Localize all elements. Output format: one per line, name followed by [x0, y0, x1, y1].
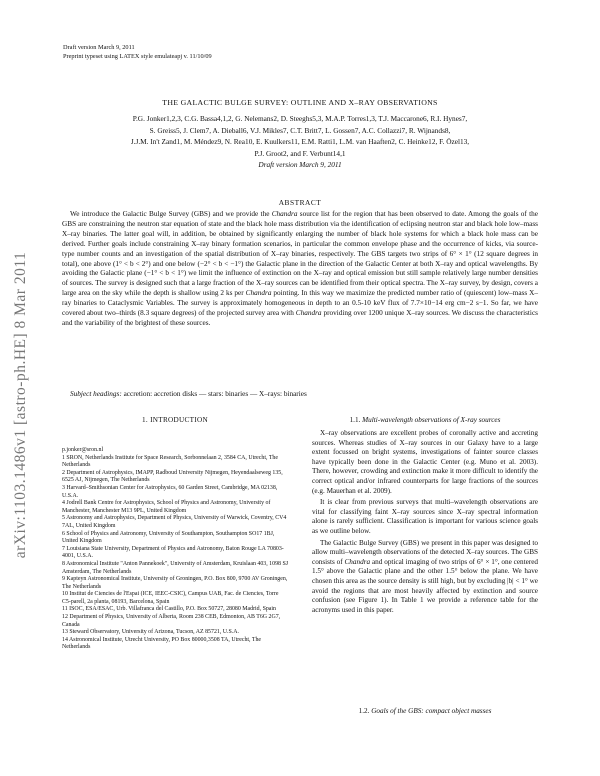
preprint-note: Preprint typeset using LATEX style emulateapj v. 11/10/09: [63, 52, 212, 60]
paper-title: THE GALACTIC BULGE SURVEY: OUTLINE AND X–RAY OBSERVATIONS: [162, 98, 438, 107]
preprint-header: [63, 44, 212, 61]
footnote: 14 Astronomical Institute, Utrecht University, PO Box 80000,3508 TA, Utrecht, The Netherlands: [62, 636, 262, 651]
footnote: 13 Steward Observatory, University of Arizona, Tucson, AZ 85721, U.S.A.: [62, 629, 239, 636]
footnote: 1 SRON, Netherlands Institute for Space Research, Sorbonnelaan 2, 3584 CA, Utrecht, The Netherlands: [62, 454, 278, 469]
footnote: 7 Louisiana State University, Department of Physics and Astronomy, Baton Rouge LA 70803-4001, U.S.A.: [62, 545, 284, 560]
footnote-email[interactable]: p.jonker@sron.nl: [62, 447, 104, 453]
abstract-heading: ABSTRACT: [278, 198, 322, 207]
draft-version: Draft version March 9, 2011: [63, 44, 135, 51]
author-line: P.J. Groot2, and F. Verbunt14,1: [254, 148, 346, 158]
subject-headings: [62, 390, 538, 400]
footnote: 9 Kapteyn Astronomical Institute, University of Groningen, P.O. Box 800, 9700 AV Groningen, The Netherlands: [62, 576, 288, 590]
footnote: 2 Department of Astrophysics, IMAPP, Radboud University Nijmegen, Heyendaalseweg 135, 6525 AJ, Nijmegen, The Netherlands: [62, 469, 283, 484]
footnote: 12 Department of Physics, University of Alberta, Room 238 CEB, Edmonton, AB T6G 2G7, Canada: [62, 614, 281, 628]
footnote: 8 Astronomical Institute "Anton Pannekoek", University of Amsterdam, Kruislaan 403, 1098 SJ Amsterdam, The Netherlands: [62, 560, 289, 575]
abstract-text: We introduce the Galactic Bulge Survey (GBS) and we provide the Chandra source list for the region that has been observed to date. Among the goals of the GBS are constraining the neutron star equation of state and the black hole mass distribution via the identification of eclipsing neutron star and black hole low–mass X–ray binaries. The latter goal will, in addition, be obtained by significantly enlarging the number of black hole systems for which a black hole mass can be derived. Further goals include constraining X–ray binary formation scenarios, in particular the common envelope phase and the occurrence of kicks, via source-type number counts and an investigation of the spatial distribution of X–ray binaries, respectively. The GBS targets two strips of 6° × 1° (12 square degrees in total), one above (1° < b < 2°) and one below (−2° < b < −1°) the Galactic plane in the direction of the Galactic Center at both X–ray and optical wavelengths. By avoiding the Galactic plane (−1° < b < 1°) we limit the influence of extinction on the X–ray and optical emission but still sample relatively large number densities of sources. The survey is designed such that a large fraction of the X–ray sources can be identified from their optical spectra. The X–ray survey, by design, covers a large area on the sky while the depth is shallow using 2 ks per Chandra pointing. In this way we maximize the predicted number ratio of (quiescent) low–mass X–ray binaries to Cataclysmic Variables. The survey is approximately homogeneous in depth to an 0.5-10 keV flux of 7.7×10−14 erg cm−2 s−1. So far, we have covered about two–thirds (8.3 square degrees) of the projected survey area with Chandra providing over 1200 unique X–ray sources. We discuss the characteristics and the variability of the brightest of these sources.: [62, 210, 539, 327]
subject-headings-text: accretion: accretion disks — stars: binaries — X–rays: binaries: [121, 390, 307, 398]
author-line: J.J.M. In't Zand1, M. Méndez9, N. Rea10, E. Kuulkers11, E.M. Ratti1, L.M. van Haaften2, C. Heinke12, F. Özel13,: [130, 137, 470, 146]
footnote: 3 Harvard–Smithsonian Center for Astrophysics, 60 Garden Street, Cambridge, MA 02138, U.S.A.: [62, 484, 278, 499]
title-block: [60, 98, 540, 169]
footnote: 4 Jodrell Bank Centre for Astrophysics, School of Physics and Astronomy, University of Manchester, Manchester M13 9PL, United Kingdom: [62, 500, 271, 514]
footnotes: [62, 447, 288, 652]
footnote: 10 Institut de Ciencies de l'Espai (ICE, IEEC-CSIC), Campus UAB, Fac. de Ciencies, Torre C5-parell, 2a planta, 08193, Barcelona, Spain: [62, 591, 279, 605]
author-line: S. Greiss5, J. Clem7, A. Dieball6, V.J. Mikles7, C.T. Britt7, L. Gossen7, A.C. Collazzi7, R. Wijnands8,: [149, 125, 451, 135]
subject-headings-label: Subject headings:: [70, 390, 122, 398]
arxiv-stamp: [6, 240, 36, 570]
right-column: [312, 416, 538, 617]
draft-date: Draft version March 9, 2011: [258, 160, 342, 169]
author-line: P.G. Jonker1,2,3, C.G. Bassa4,1,2, G. Nelemans2, D. Steeghs5,3, M.A.P. Torres1,3, T.J. Maccarone6, R.I. Hynes7,: [132, 114, 468, 123]
paragraph: X–ray observations are excellent probes of coronally active and accreting sources. Whereas studies of X–ray sources in our Galaxy have to a large extent focussed on bright systems, investigations of fainter source classes have typically been done in the Galactic Center (e.g. Muno et al. 2003). There, however, crowding and extinction make it more difficult to identify the correct optical and/or infrared counterparts for large fractions of the sources (e.g. Mauerhan et al. 2009).: [312, 429, 538, 495]
subsection-heading: 1.2. Goals of the GBS: compact object masses: [358, 707, 492, 715]
subsection-heading: 1.1. Multi-wavelength observations of X-ray sources: [349, 416, 501, 424]
footnote: 6 School of Physics and Astronomy, University of Southampton, Southampton SO17 1BJ, United Kingdom: [62, 530, 275, 545]
footnote: 5 Astronomy and Astrophysics, Department of Physics, University of Warwick, Coventry, CV4 7AL, United Kingdom: [62, 515, 287, 529]
arxiv-identifier: arXiv:1103.1486v1 [astro-ph.HE] 8 Mar 2011: [12, 251, 29, 559]
footnote: 11 ISOC, ESA/ESAC, Urb. Villafranca del Castillo, P.O. Box 50727, 28080 Madrid, Spain: [62, 606, 276, 613]
paragraph: The Galactic Bulge Survey (GBS) we present in this paper was designed to allow multi–wavelength observations of the detected X–ray sources. The GBS consists of Chandra and optical imaging of two strips of 6° × 1°, one centered 1.5° above the Galactic plane and the other 1.5° below the plane. We have chosen this area as the source density is still high, but by excluding |b| < 1° we avoid the regions that are most heavily affected by extinction and source confusion (see Figure 1). In Table 1 we provide a reference table for the acronyms used in this paper.: [312, 538, 538, 614]
left-column: [62, 416, 288, 424]
author-list: [60, 113, 540, 159]
section-heading: 1. INTRODUCTION: [142, 416, 208, 424]
paragraph: It is clear from previous surveys that multi–wavelength observations are vital for classifying faint X–ray sources since X–ray spectral information alone is rarely sufficient. Classification is important for various science goals as we outline below.: [312, 498, 538, 535]
